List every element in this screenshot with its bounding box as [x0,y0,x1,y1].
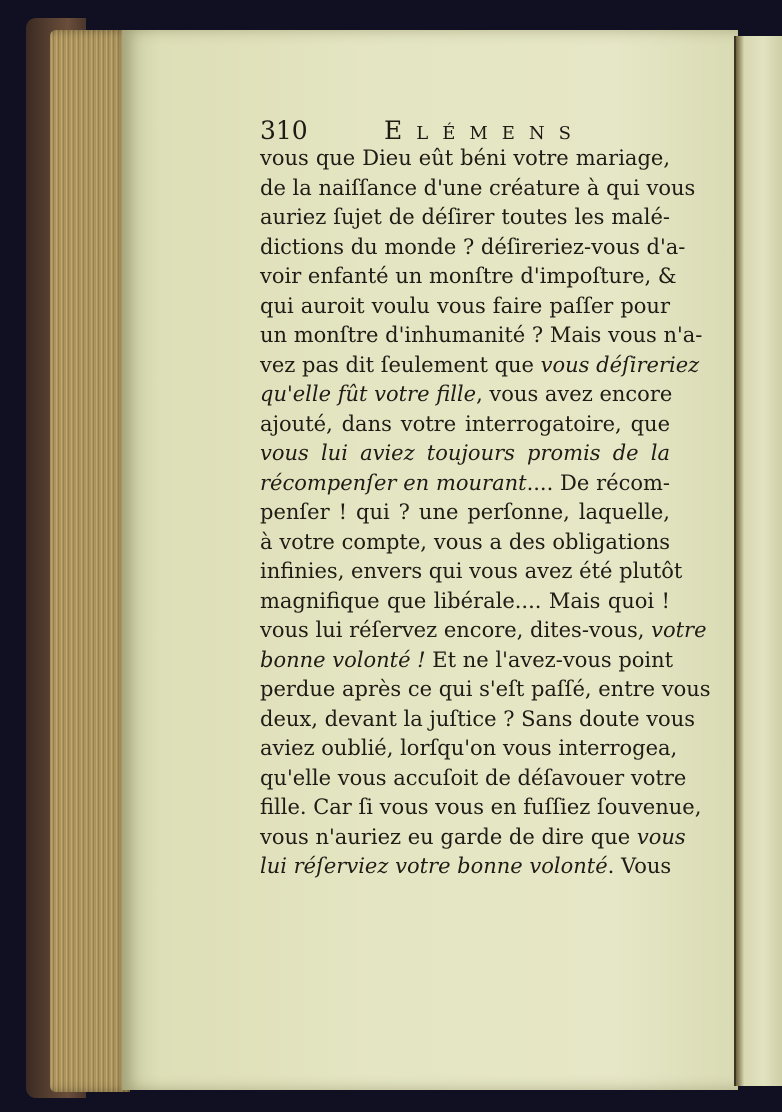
text-line [260,351,700,381]
roman-text: ajouté, dans votre interrogatoire, que [260,411,670,436]
roman-text: vous lui réſervez encore, dites-vous, [260,618,652,642]
text-line [260,321,703,351]
roman-text: infinies, envers qui vous avez été plutôt [260,559,683,583]
roman-text: .... De récom- [526,470,670,495]
roman-text: , vous avez encore [476,382,673,406]
text-line [260,203,670,233]
text-line [260,705,696,735]
running-title: Elémens [384,116,585,145]
text-line [260,852,670,882]
text-line [260,557,683,587]
running-head [260,116,680,146]
roman-text: à votre compte, vous a des obligations [260,529,670,554]
roman-text: dictions du monde ? déſireriez-vous d'a- [260,234,686,259]
italic-text: vous [636,824,686,849]
roman-text: voir enfanté un monſtre d'impoſture, & [260,264,677,288]
italic-text: votre [651,618,707,642]
page-edges [50,30,130,1092]
roman-text: un monſtre d'inhumanité ? Mais vous n'a- [260,323,703,347]
italic-text: vous déſireriez [540,352,700,377]
text-line [260,439,670,469]
roman-text: magnifique que libérale.... Mais quoi ! [260,588,670,613]
text-line [260,174,696,204]
text-line [260,793,702,823]
roman-text: penſer ! qui ? une perſonne, laquelle, [260,500,670,524]
roman-text: perdue après ce qui s'eſt paſſé, entre vous [260,677,711,701]
text-line [260,528,670,558]
facing-page-edge [736,36,782,1086]
roman-text: vous que Dieu eût béni votre mariage, [260,146,670,170]
body-text [260,144,711,882]
page-number: 310 [260,116,308,145]
italic-text: vous lui aviez toujours promis de la [260,441,670,465]
text-line [260,144,670,174]
italic-text: bonne volonté ! [260,647,426,672]
text-line [260,380,673,410]
text-line [260,587,670,617]
roman-text: vous n'auriez eu garde de dire que [260,824,637,849]
roman-text: qui auroit voulu vous faire paſſer pour [260,293,670,318]
text-line [260,646,674,676]
text-line [260,675,711,705]
roman-text: aviez oublié, lorſqu'on vous interrogea, [260,736,678,760]
italic-text: récompenſer en mourant [260,470,527,495]
text-line [260,616,707,646]
text-line [260,764,687,794]
text-line [260,292,670,322]
text-line [260,734,678,764]
italic-text: lui réſerviez votre bonne volonté [260,854,608,878]
roman-text: vez pas dit ſeulement que [260,352,541,377]
roman-text: auriez ſujet de déſirer toutes les malé- [260,205,670,229]
roman-text: fille. Car ſi vous vous en fuſſiez ſouvenue, [260,795,702,819]
text-line [260,823,686,853]
roman-text: de la naiſſance d'une créature à qui vous [260,175,696,200]
roman-text: deux, devant la juſtice ? Sans doute vous [260,706,696,731]
text-line [260,410,670,440]
text-line [260,233,686,263]
roman-text: qu'elle vous accuſoit de déſavouer votre [260,765,687,790]
text-line [260,498,670,528]
roman-text: . Vous [607,854,672,878]
text-line [260,262,677,292]
italic-text: qu'elle fût votre fille [260,382,477,406]
roman-text: Et ne l'avez-vous point [425,647,674,672]
text-line [260,469,670,499]
